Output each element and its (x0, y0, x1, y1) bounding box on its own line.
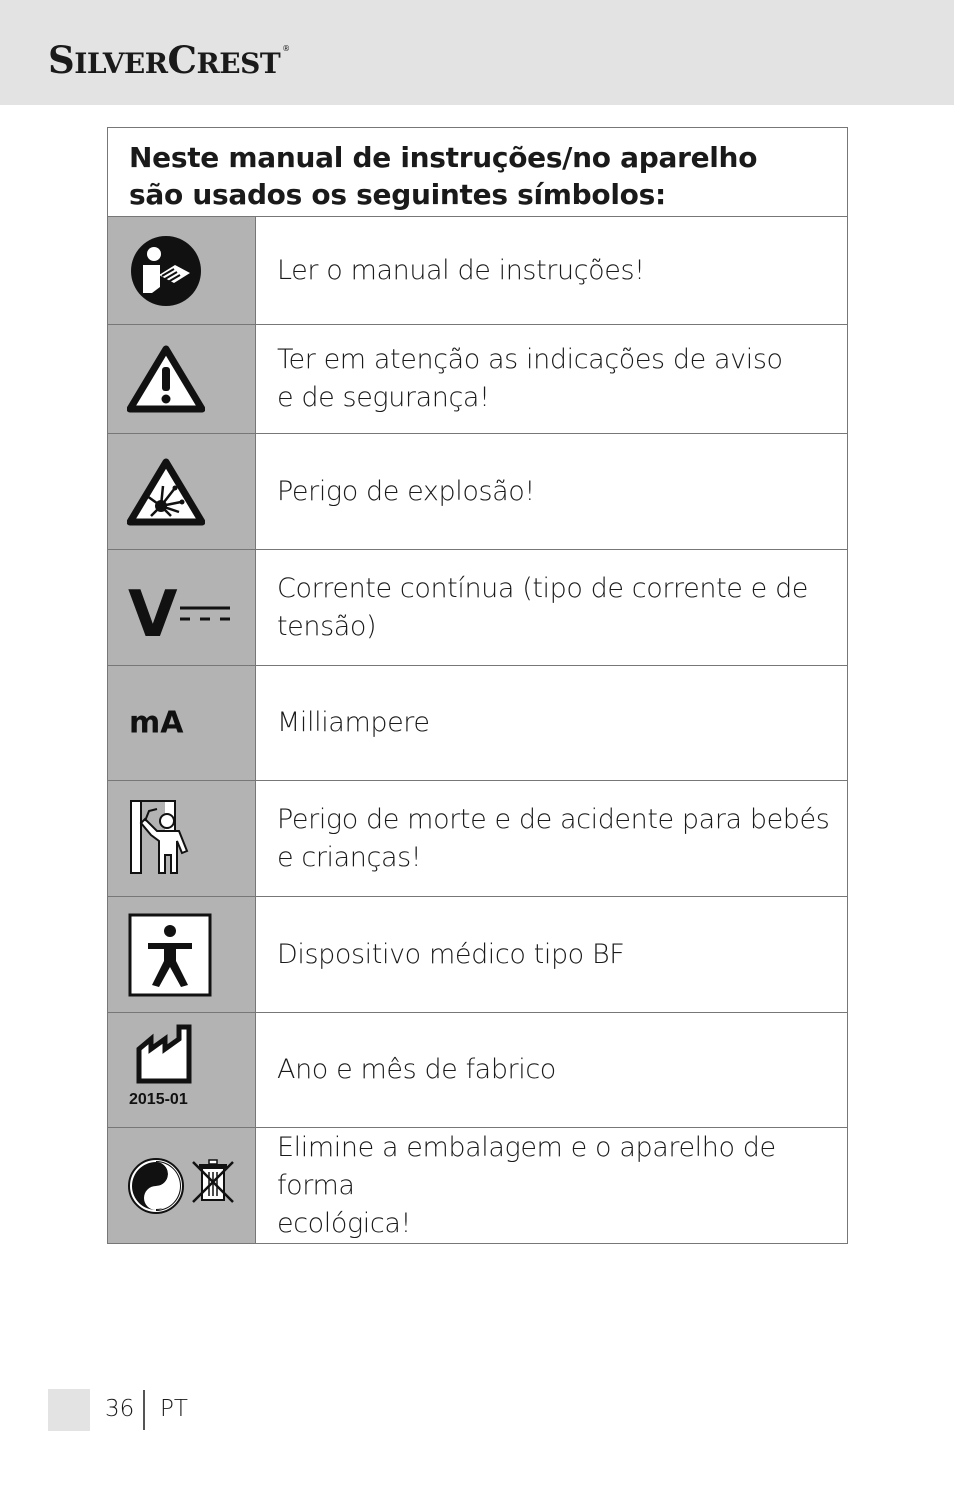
page-number: 36 (105, 1396, 135, 1422)
symbol-description: Corrente contínua (tipo de corrente e de tensão) (277, 572, 809, 642)
symbol-description: Ano e mês de fabrico (277, 1054, 556, 1085)
recycling-disposal-icon (108, 1128, 256, 1243)
manufacture-date-icon (108, 1013, 256, 1127)
child-danger-icon (108, 781, 256, 896)
svg-text:V: V (128, 580, 178, 640)
manufacture-date-label: 2015-01 (129, 1091, 188, 1108)
table-row (108, 217, 847, 325)
table-row (108, 434, 847, 550)
explosion-hazard-icon (108, 434, 256, 549)
table-heading: Neste manual de instruções/no aparelho são usados os seguintes símbolos: (108, 128, 847, 217)
symbol-description: Perigo de explosão! (277, 475, 535, 507)
symbol-description: Perigo de morte e de acidente para bebés e crianças! (277, 803, 830, 873)
table-row (108, 897, 847, 1013)
direct-current-icon (108, 550, 256, 665)
read-manual-icon (108, 217, 256, 324)
warning-triangle-icon (108, 325, 256, 433)
milliampere-symbol (108, 666, 256, 780)
language-code: PT (160, 1396, 188, 1422)
symbol-description: Elimine a embalagem e o aparelho de forma ecológica! (277, 1131, 776, 1239)
brand-logo: SILVERCREST ® (48, 38, 290, 82)
table-row (108, 1013, 847, 1128)
symbol-description: Milliampere (277, 707, 430, 738)
symbols-table (107, 127, 848, 1244)
footer-marker (48, 1389, 90, 1431)
symbol-description: Ter em atenção as indicações de aviso e de segurança! (277, 344, 783, 413)
table-row (108, 1128, 847, 1243)
table-row (108, 666, 847, 781)
table-row (108, 550, 847, 666)
footer-divider (143, 1390, 145, 1430)
milliampere-label: mA (129, 705, 184, 741)
page-header (0, 0, 954, 105)
table-row (108, 325, 847, 434)
type-bf-icon (108, 897, 256, 1012)
symbol-description: Ler o manual de instruções! (277, 254, 645, 286)
table-row (108, 781, 847, 897)
symbol-description: Dispositivo médico tipo BF (277, 938, 625, 970)
